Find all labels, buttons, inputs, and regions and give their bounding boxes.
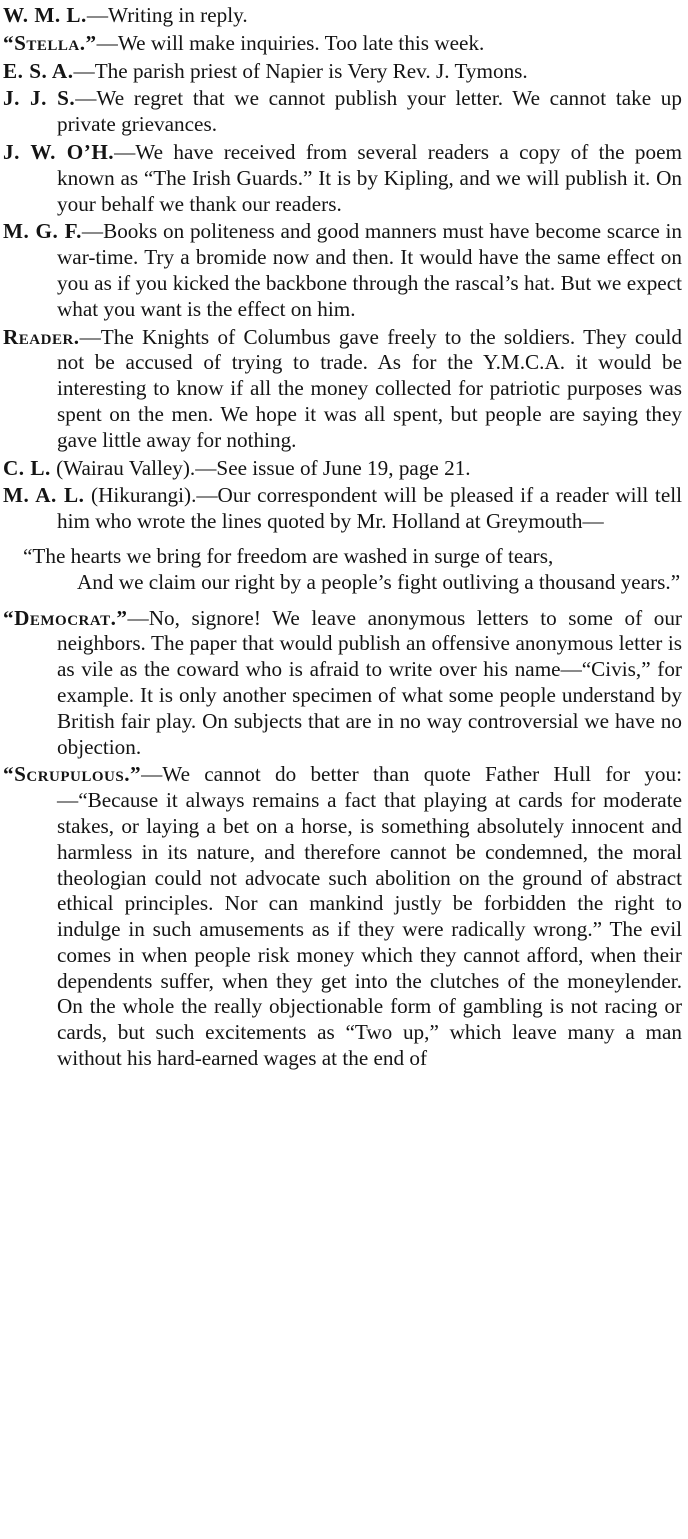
quoted-verse: [3, 544, 682, 596]
verse-line: “The hearts we bring for freedom are washed in surge of tears,: [23, 543, 554, 568]
correspondent-initials: E. S. A.: [3, 58, 74, 83]
correspondent-entry-scrupulous: [3, 762, 682, 1072]
correspondent-entry-wml: [3, 3, 682, 29]
reply-text: (Hikurangi).—Our correspondent will be pleased if a reader will tell him who wrote the lines quoted by Mr. Holland at Greymouth—: [57, 483, 682, 534]
correspondent-entry-mgf: [3, 219, 682, 322]
reply-text: —The parish priest of Napier is Very Rev. J. Tymons.: [73, 58, 528, 83]
reply-text: —Books on politeness and good manners must have become scarce in war-time. Try a bromide now and then. It would have the same effect on you as if you kicked the backbone through the rascal’s hat. But we expect what you want is the effect on him.: [57, 219, 682, 321]
correspondent-initials: J. J. S.: [3, 86, 76, 111]
answers-to-correspondents-column: [3, 3, 682, 1074]
reply-text: —The Knights of Columbus gave freely to the soldiers. They could not be accused of trying to trade. As for the Y.M.C.A. it would be interesting to know if all the money collected for patriotic purposes was spent on the men. We hope it was all spent, but people are saying they gave little away for nothing.: [57, 324, 682, 452]
correspondent-initials: J. W. O’H.: [3, 139, 115, 164]
correspondent-entry-cl: [3, 456, 682, 482]
reply-text: (Wairau Valley).—See issue of June 19, page 21.: [50, 455, 471, 480]
correspondent-entry-democrat: [3, 606, 682, 761]
correspondent-initials: M. A. L.: [3, 483, 85, 508]
correspondent-initials: M. G. F.: [3, 219, 82, 244]
reply-text: —No, signore! We leave anonymous letters to some of our neighbors. The paper that would publish an offensive anonymous letter is as vile as the coward who is afraid to write over his name—“Civis,” for example. It is only another specimen of what some people understand by British fair play. On subjects that are in no way controversial we have no objection.: [57, 605, 682, 759]
correspondent-entry-jwoh: [3, 140, 682, 217]
reply-text: —We will make inquiries. Too late this week.: [96, 30, 485, 55]
correspondent-pseudonym: “Stella.”: [3, 30, 97, 55]
correspondent-pseudonym: Reader.: [3, 324, 80, 349]
correspondent-entry-jjs: [3, 86, 682, 138]
reply-text: —Writing in reply.: [86, 3, 248, 27]
correspondent-initials: C. L.: [3, 455, 51, 480]
correspondent-initials: W. M. L.: [3, 3, 87, 27]
reply-text: —We regret that we cannot publish your letter. We cannot take up private grievances.: [57, 86, 682, 137]
correspondent-pseudonym: “Scrupulous.”: [3, 762, 142, 787]
correspondent-entry-mal: [3, 483, 682, 535]
reply-text: —We have received from several readers a copy of the poem known as “The Irish Guards.” It is by Kipling, and we will publish it. On your behalf we thank our readers.: [57, 139, 683, 216]
verse-line: And we claim our right by a people’s fight outliving a thousand years.”: [77, 569, 681, 594]
reply-text: —We cannot do better than quote Father Hull for you:—“Because it always remains a fact that playing at cards for moderate stakes, or laying a bet on a horse, is something absolutely innocent and harmless in its nature, and therefore cannot be condemned, the moral theologian could not advocate such abolition on the ground of abstract ethical principles. Nor can mankind justly be forbidden the right to indulge in such amusements as if they were radically wrong.” The evil comes in when people risk money which they cannot afford, when their dependents suffer, when they get into the clutches of the moneylender. On the whole the really objectionable form of gambling is not racing or cards, but such excitements as “Two up,” which leave many a man without his hard-earned wages at the end of: [57, 762, 682, 1071]
correspondent-entry-reader: [3, 325, 682, 454]
correspondent-entry-stella: [3, 31, 682, 57]
correspondent-entry-esa: [3, 59, 682, 85]
correspondent-pseudonym: “Democrat.”: [3, 605, 128, 630]
